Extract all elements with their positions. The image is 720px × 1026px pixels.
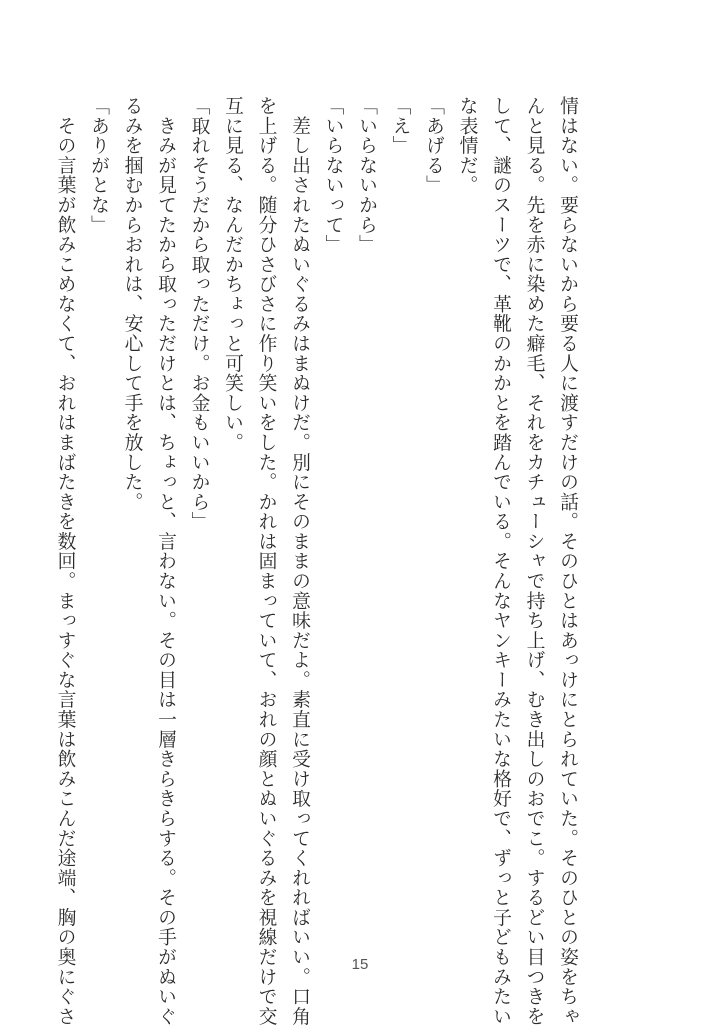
text-line: 互に見る、なんだかちょっと可笑しい。	[222, 96, 243, 453]
text-line: 「あげる」	[423, 96, 444, 195]
text-line: 「取れそうだから取っただけ。お金もいいから」	[188, 96, 210, 532]
text-line: な表情だ。	[456, 96, 478, 195]
text-line: 「いらないから」	[356, 96, 377, 255]
text-line: して、謎のスーツで、革靴のかかとを踏んでいる。そんなヤンキーみたいな格好で、ずっと子どもみたい	[490, 96, 511, 1026]
text-line: 「え」	[389, 96, 411, 156]
text-line: 「ありがとな」	[88, 96, 109, 235]
text-line: るみを掴むからおれは、安心して手を放した。	[121, 96, 143, 512]
text-line: を上げる。随分ひさびさに作り笑いをした。かれは固まっていて、おれの顔とぬいぐるみを視線だけで交	[255, 96, 277, 1026]
text-line: その言葉が飲みこめなくて、おれはまばたきを数回。まっすぐな言葉は飲みこんだ途端、胸の奥にぐさ	[54, 96, 76, 1026]
text-line: 情はない。要らないから要る人に渡すだけの話。そのひとはあっけにとられていた。そのひとの姿をちゃ	[557, 96, 578, 1026]
text-line: 「いらないって」	[322, 96, 344, 255]
text-line: 差し出されたぬいぐるみはまぬけだ。別にそのままの意味だよ。素直に受け取ってくれればいい。口角	[289, 96, 310, 1026]
page-number: 15	[351, 956, 369, 973]
text-line: きみが見てたから取っただけとは、ちょっと、言わない。その目は一層きらきらする。その手がぬいぐ	[155, 96, 176, 1026]
text-line: んと見る。先を赤に染めた癖毛、それをカチューシャで持ち上げ、むき出しのおでこ。するどい目つきを	[523, 96, 545, 1026]
